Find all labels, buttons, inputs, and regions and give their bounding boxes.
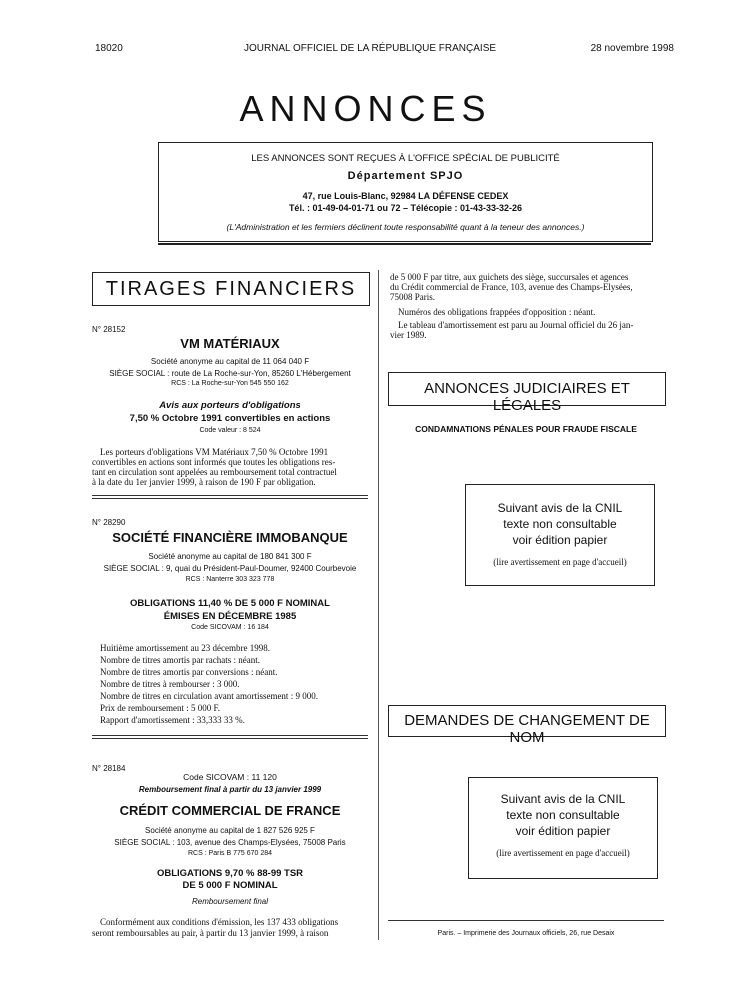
section-tirages-financiers: [92, 272, 370, 306]
cnil-text: voir édition papier: [515, 824, 611, 838]
announcement-number: N° 28152: [92, 325, 126, 334]
text-line: Les porteurs d'obligations VM Matériaux 7,50 % Octobre 1991: [100, 447, 329, 457]
notice-heading: Remboursement final à partir du 13 janvier 1999: [138, 785, 322, 794]
notice-heading: 7,50 % Octobre 1991 convertibles en actions: [129, 413, 331, 424]
notice-phone: Tél. : 01-49-04-01-71 ou 72 – Télécopie : 01-43-33-32-26: [288, 203, 523, 213]
cnil-text: Suivant avis de la CNIL: [497, 501, 623, 515]
page-number: 18020: [95, 43, 123, 54]
company-info: RCS : Paris B 775 670 284: [187, 850, 273, 857]
cnil-warning: (lire avertissement en page d'accueil): [493, 557, 627, 567]
journal-title: JOURNAL OFFICIEL DE LA RÉPUBLIQUE FRANÇAISE: [243, 43, 497, 54]
section-changement-de-nom: [388, 705, 666, 746]
notice-department: Département SPJO: [347, 170, 464, 182]
cnil-warning: (lire avertissement en page d'accueil): [496, 848, 630, 858]
text-line: à la date du 1er janvier 1999, à raison de 190 F par obligation.: [92, 477, 316, 487]
divider: [92, 498, 368, 499]
subsection-title: CONDAMNATIONS PÉNALES POUR FRAUDE FISCALE: [415, 424, 637, 434]
company-info: SIÈGE SOCIAL : 103, avenue des Champs-Elysées, 75008 Paris: [114, 838, 346, 847]
company-info: RCS : La Roche-sur-Yon 545 550 162: [171, 380, 289, 387]
text-line: Rapport d'amortissement : 33,333 33 %.: [100, 715, 245, 725]
text-line: Nombre de titres amortis par conversions : néant.: [100, 667, 278, 677]
text-line: convertibles en actions sont informés que toutes les obligations res-: [92, 457, 336, 467]
notice-heading: Remboursement final: [191, 897, 269, 906]
cnil-text: voir édition papier: [512, 533, 608, 547]
text-line: Nombre de titres amortis par rachats : néant.: [100, 655, 260, 665]
notice-address: 47, rue Louis-Blanc, 92984 LA DÉFENSE CEDEX: [302, 191, 509, 201]
company-info: Société anonyme au capital de 180 841 300 F: [148, 552, 312, 561]
page-title: ANNONCES: [239, 88, 492, 129]
company-name: SOCIÉTÉ FINANCIÈRE IMMOBANQUE: [112, 530, 348, 545]
text-line: Huitième amortissement au 23 décembre 1998.: [100, 643, 270, 653]
text-line: Prix de remboursement : 5 000 F.: [100, 703, 221, 713]
section-title: ANNONCES JUDICIAIRES ET LÉGALES: [424, 380, 630, 414]
announcement-number: N° 28290: [92, 518, 126, 527]
text-line: vier 1989.: [390, 330, 427, 340]
text-line: seront remboursables au pair, à partir du 13 janvier 1999, à raison: [92, 928, 329, 938]
issue-date: 28 novembre 1998: [590, 43, 674, 54]
notice-heading: Avis aux porteurs d'obligations: [159, 400, 301, 411]
code-value: Code valeur : 8 524: [199, 427, 261, 434]
bond-heading: OBLIGATIONS 11,40 % DE 5 000 F NOMINAL: [130, 598, 330, 609]
divider: [92, 735, 368, 736]
cnil-text: texte non consultable: [506, 808, 620, 822]
text-line: Le tableau d'amortissement est paru au Journal officiel du 26 jan-: [398, 320, 634, 330]
cnil-notice: [465, 484, 655, 586]
text-line: Numéros des obligations frappées d'opposition : néant.: [398, 307, 596, 317]
column-separator: [378, 270, 379, 940]
divider: [92, 738, 368, 739]
text-line: Nombre de titres à rembourser : 3 000.: [100, 679, 240, 689]
company-info: Société anonyme au capital de 1 827 526 925 F: [145, 826, 315, 835]
cnil-text: texte non consultable: [503, 517, 617, 531]
section-title: DEMANDES DE CHANGEMENT DE NOM: [404, 712, 650, 746]
text-line: de 5 000 F par titre, aux guichets des siège, succursales et agences: [390, 272, 629, 282]
notice-line: LES ANNONCES SONT REÇUES À L'OFFICE SPÉCIAL DE PUBLICITÉ: [251, 153, 560, 164]
code-value: Code SICOVAM : 11 120: [183, 772, 277, 782]
bond-heading: ÉMISES EN DÉCEMBRE 1985: [163, 611, 297, 622]
notice-disclaimer: (L'Administration et les fermiers déclinent toute responsabilité quant à la teneur des annonces.): [226, 222, 585, 232]
text-line: Conformément aux conditions d'émission, les 137 433 obligations: [100, 917, 339, 927]
notice-box: [158, 142, 653, 242]
code-value: Code SICOVAM : 16 184: [191, 624, 269, 631]
divider: [158, 243, 651, 245]
printer-footer: Paris. – Imprimerie des Journaux officiels, 26, rue Desaix: [437, 930, 615, 937]
bond-heading: OBLIGATIONS 9,70 % 88-99 TSR: [156, 868, 304, 879]
bond-heading: DE 5 000 F NOMINAL: [182, 880, 278, 891]
company-name: CRÉDIT COMMERCIAL DE FRANCE: [119, 803, 341, 818]
text-line: Nombre de titres en circulation avant amortissement : 9 000.: [100, 691, 318, 701]
announcement-number: N° 28184: [92, 764, 126, 773]
company-info: SIÈGE SOCIAL : route de La Roche-sur-Yon, 85260 L'Hébergement: [109, 369, 351, 378]
divider: [92, 495, 368, 496]
company-info: RCS : Nanterre 303 323 778: [185, 576, 275, 583]
text-line: tant en circulation sont appelées au remboursement total contractuel: [92, 467, 337, 477]
section-annonces-judiciaires: [388, 372, 666, 414]
cnil-notice: [468, 777, 658, 879]
company-info: Société anonyme au capital de 11 064 040 F: [150, 357, 310, 366]
divider: [388, 920, 664, 921]
text-line: 75008 Paris.: [390, 292, 435, 302]
section-title: TIRAGES FINANCIERS: [105, 278, 357, 300]
company-name: VM MATÉRIAUX: [180, 336, 280, 351]
cnil-text: Suivant avis de la CNIL: [500, 792, 626, 806]
company-info: SIÈGE SOCIAL : 9, quai du Président-Paul-Doumer, 92400 Courbevoie: [103, 564, 357, 573]
text-line: du Crédit commercial de France, 103, avenue des Champs-Elysées,: [390, 282, 633, 292]
